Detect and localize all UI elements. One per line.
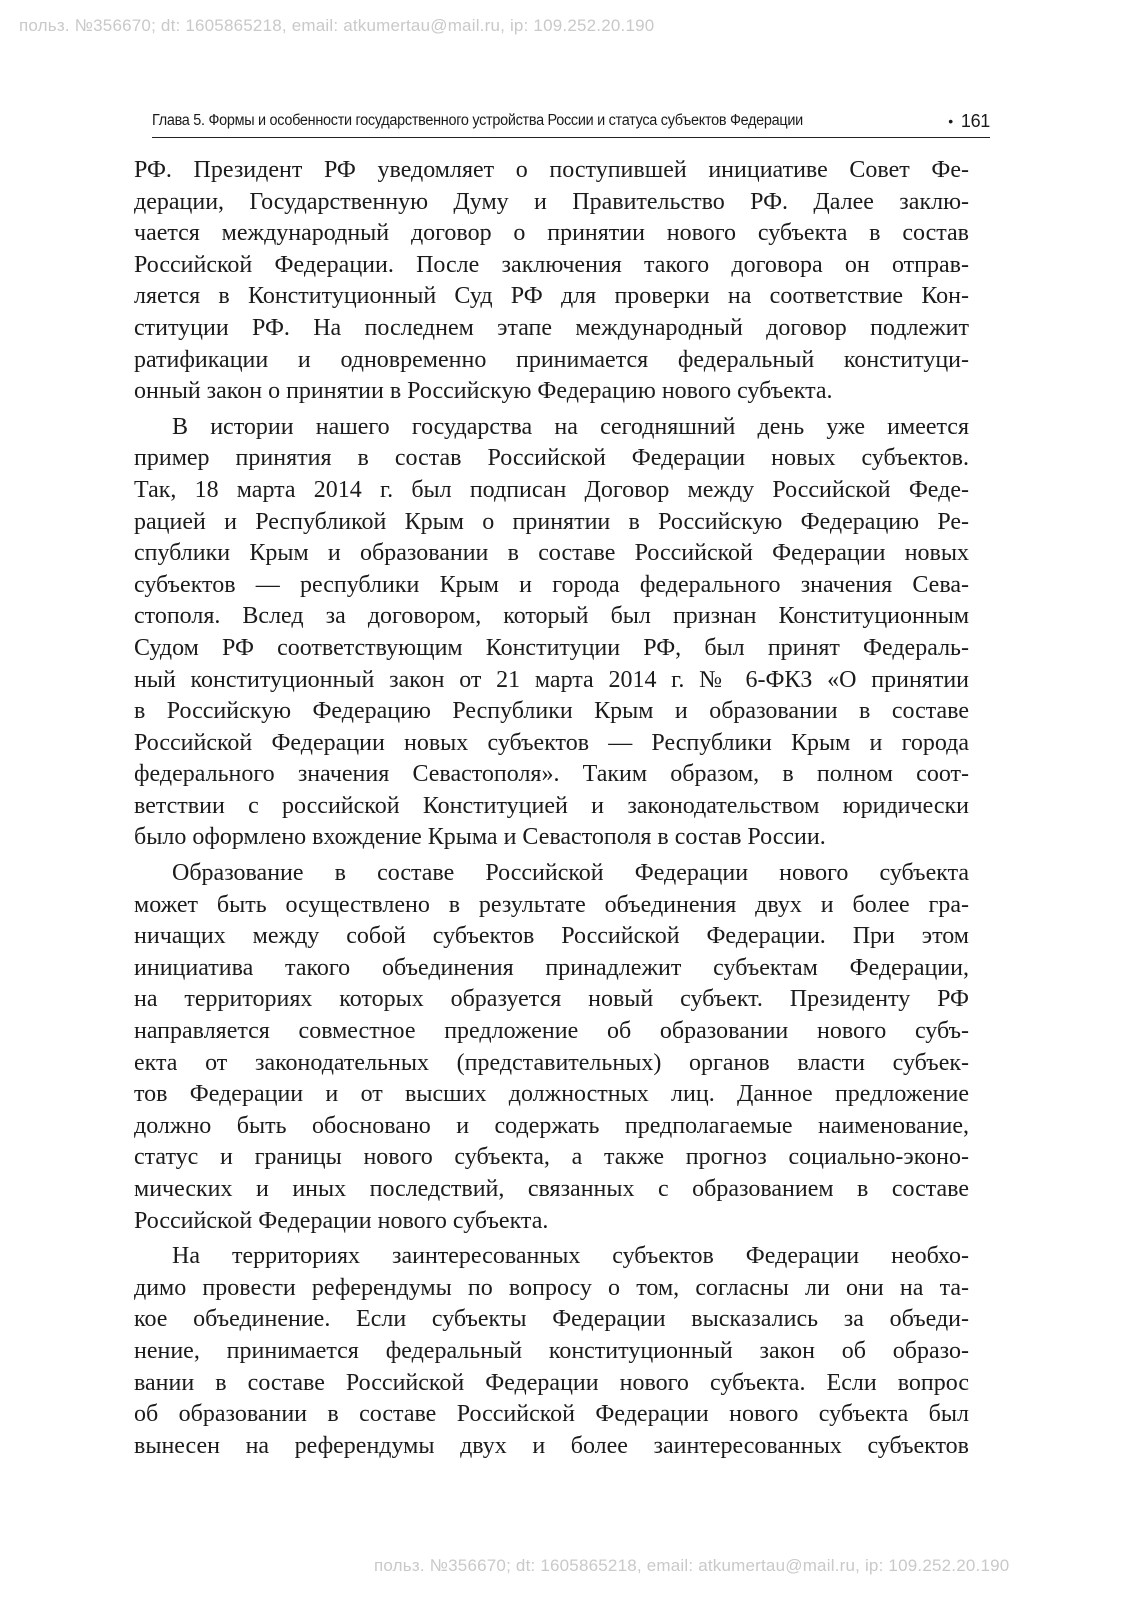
text-line: РФ. Президент РФ уведомляет о поступившей инициативе Совет Фе- — [134, 157, 969, 183]
text-line: рацией и Республикой Крым о принятии в Российскую Федерацию Ре- — [134, 508, 969, 535]
text-line: на территориях которых образуется новый субъект. Президенту РФ — [134, 986, 969, 1013]
page-number: 161 — [960, 110, 990, 131]
text-line: Российской Федерации новых субъектов — Республики Крым и города — [134, 729, 969, 756]
text-line: пример принятия в состав Российской Федерации новых субъектов. — [134, 445, 969, 472]
text-line: ный конституционный закон от 21 марта 2014 г. № 6-ФКЗ «О принятии — [134, 666, 969, 693]
text-line: димо провести референдумы по вопросу о том, согласны ли они на та- — [134, 1274, 969, 1301]
chapter-title: Глава 5. Формы и особенности государственного устройства России и статуса субъектов Федерации — [152, 112, 803, 129]
text-line: ституции РФ. На последнем этапе международный договор подлежит — [134, 314, 969, 341]
header-right — [944, 111, 990, 132]
text-line: должно быть обосновано и содержать предполагаемые наименование, — [134, 1112, 969, 1139]
text-line: субъектов — республики Крым и города федерального значения Сева- — [134, 571, 969, 598]
text-line: стополя. Вслед за договором, который был признан Конституционным — [134, 603, 969, 630]
text-line: Судом РФ соответствующим Конституции РФ, был принят Федераль- — [134, 634, 969, 661]
text-line: в Российскую Федерацию Республики Крым и образовании в составе — [134, 698, 969, 725]
text-line: Образование в составе Российской Федерации нового субъекта — [172, 860, 969, 887]
text-line: было оформлено вхождение Крыма и Севастополя в состав России. — [134, 824, 826, 851]
text-line: вании в составе Российской Федерации нового субъекта. Если вопрос — [134, 1369, 969, 1396]
text-line: Российской Федерации. После заключения такого договора он отправ- — [134, 251, 969, 278]
text-line: ратификации и одновременно принимается федеральный конституци- — [134, 346, 969, 373]
text-line: чается международный договор о принятии нового субъекта в состав — [134, 220, 969, 247]
bullet-separator: • — [948, 113, 953, 129]
text-line: нение, принимается федеральный конституционный закон об образо- — [134, 1337, 969, 1364]
text-line: статус и границы нового субъекта, а также прогноз социально-эконо- — [134, 1144, 969, 1171]
text-line: ветствии с российской Конституцией и законодательством юридически — [134, 792, 969, 819]
text-line: екта от законодательных (представительных) органов власти субъек- — [134, 1049, 969, 1076]
running-header — [152, 105, 990, 138]
paragraph — [134, 1241, 969, 1462]
text-line: кое объединение. Если субъекты Федерации высказались за объеди- — [134, 1306, 969, 1333]
text-line: Так, 18 марта 2014 г. был подписан Договор между Российской Феде- — [134, 476, 969, 503]
paragraph — [134, 858, 969, 1237]
text-line: ничащих между собой субъектов Российской Федерации. При этом — [134, 923, 969, 950]
text-line: федерального значения Севастополя». Таким образом, в полном соот- — [134, 761, 969, 788]
text-line: тов Федерации и от высших должностных лиц. Данное предложение — [134, 1081, 969, 1108]
text-line: дерации, Государственную Думу и Правительство РФ. Далее заклю- — [134, 188, 969, 215]
body-text — [134, 155, 969, 1462]
paragraph — [134, 155, 969, 408]
text-line: На территориях заинтересованных субъектов Федерации необхо- — [172, 1243, 969, 1270]
text-line: спублики Крым и образовании в составе Российской Федерации новых — [134, 540, 969, 567]
text-line: может быть осуществлено в результате объединения двух и более гра- — [134, 891, 969, 918]
text-line: мических и иных последствий, связанных с образованием в составе — [134, 1176, 969, 1202]
text-line: вынесен на референдумы двух и более заинтересованных субъектов — [134, 1432, 969, 1459]
paragraph — [134, 412, 969, 854]
text-line: направляется совместное предложение об образовании нового субъ- — [134, 1018, 969, 1045]
text-line: ляется в Конституционный Суд РФ для проверки на соответствие Кон- — [134, 283, 969, 310]
text-line: В истории нашего государства на сегодняшний день уже имеется — [172, 413, 969, 440]
text-line: онный закон о принятии в Российскую Федерацию нового субъекта. — [134, 378, 833, 405]
text-line: инициатива такого объединения принадлежит субъектам Федерации, — [134, 954, 969, 981]
text-line: Российской Федерации нового субъекта. — [134, 1207, 549, 1234]
watermark-top: польз. №356670; dt: 1605865218, email: atkumertau@mail.ru, ip: 109.252.20.190 — [19, 16, 655, 35]
text-line: об образовании в составе Российской Федерации нового субъекта был — [134, 1401, 969, 1428]
watermark-bottom: польз. №356670; dt: 1605865218, email: atkumertau@mail.ru, ip: 109.252.20.190 — [374, 1556, 1010, 1575]
